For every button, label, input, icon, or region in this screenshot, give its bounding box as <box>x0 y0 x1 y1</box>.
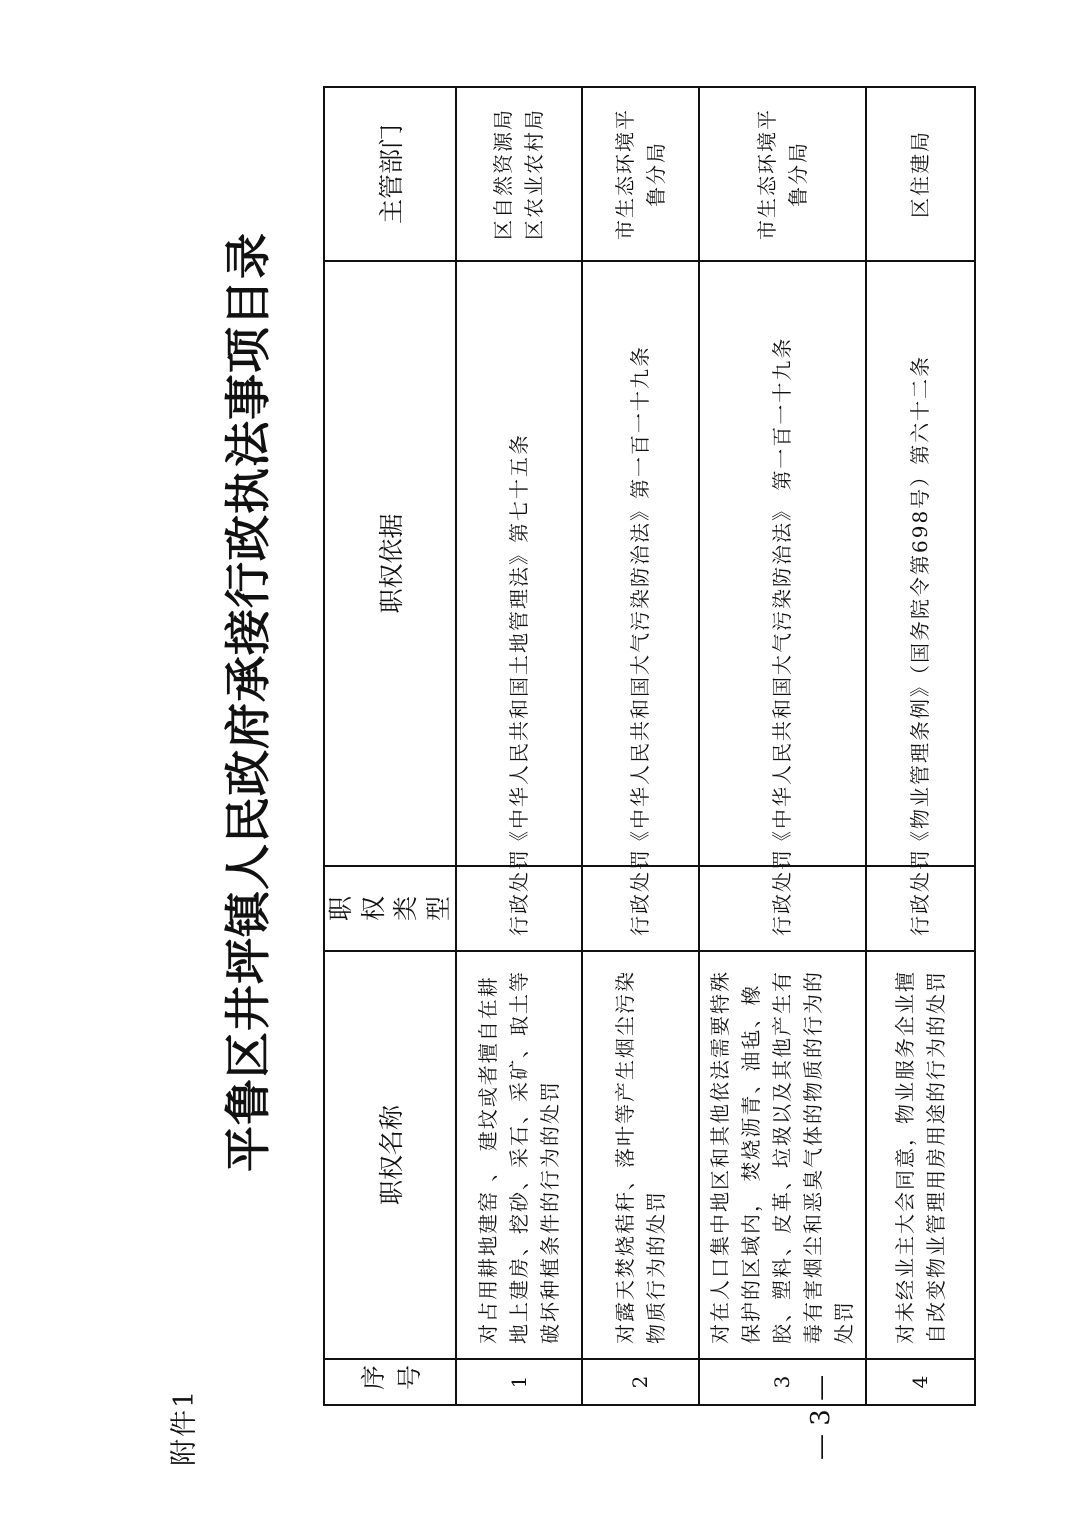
table-row <box>866 87 975 1405</box>
row-seq: 3 <box>699 1359 866 1405</box>
header-dept: 主管部门 <box>324 87 456 261</box>
table-row <box>582 87 699 1405</box>
duty-table <box>323 86 976 1406</box>
header-type: 职权类型 <box>324 866 456 951</box>
row-basis: 《中华人民共和国大气污染防治法》第一百一十九条 <box>582 261 699 866</box>
row-type: 行政处罚 <box>582 866 699 951</box>
row-name: 对占用耕地建窑 、 建坟或者擅自在耕地上建房、挖砂、采石、采矿、取土等破坏种植条件的行为的处罚 <box>456 951 582 1359</box>
table-header-row <box>324 87 456 1405</box>
row-name: 对未经业主大会同意，物业服务企业擅自改变物业管理用房用途的行为的处罚 <box>866 951 975 1359</box>
page-title: 平鲁区井坪镇人民政府承接行政执法事项目录 <box>221 232 275 1172</box>
header-basis: 职权依据 <box>324 261 456 866</box>
row-name: 对在人口集中地区和其他依法需要特殊保护的区域内， 焚烧沥青、油毡、橡胶、塑料、皮革、垃圾以及其他产生有毒有害烟尘和恶臭气体的物质的行为的处罚 <box>699 951 866 1359</box>
row-basis: 《中华人民共和国土地管理法》第七十五条 <box>456 261 582 866</box>
row-seq: 1 <box>456 1359 582 1405</box>
attachment-label: 附件1 <box>169 1388 200 1466</box>
row-basis: 《物业管理条例》（国务院令第698号）第六十二条 <box>866 261 975 866</box>
row-dept: 市生态环境平鲁分局 <box>582 87 699 261</box>
row-type: 行政处罚 <box>866 866 975 951</box>
row-name: 对露天焚烧秸秆、落叶等产生烟尘污染物质行为的处罚 <box>582 951 699 1359</box>
row-seq: 4 <box>866 1359 975 1405</box>
page-number: — 3 — <box>806 1374 836 1460</box>
table-row <box>699 87 866 1405</box>
row-dept: 区住建局 <box>866 87 975 261</box>
table-row <box>456 87 582 1405</box>
row-type: 行政处罚 <box>699 866 866 951</box>
row-basis: 《中华人民共和国大气污染防治法》 第一百一十九条 <box>699 261 866 866</box>
header-name: 职权名称 <box>324 951 456 1359</box>
row-type: 行政处罚 <box>456 866 582 951</box>
row-seq: 2 <box>582 1359 699 1405</box>
row-dept: 市生态环境平鲁分局 <box>699 87 866 261</box>
row-dept: 区自然资源局区农业农村局 <box>456 87 582 261</box>
header-seq: 序号 <box>324 1359 456 1405</box>
